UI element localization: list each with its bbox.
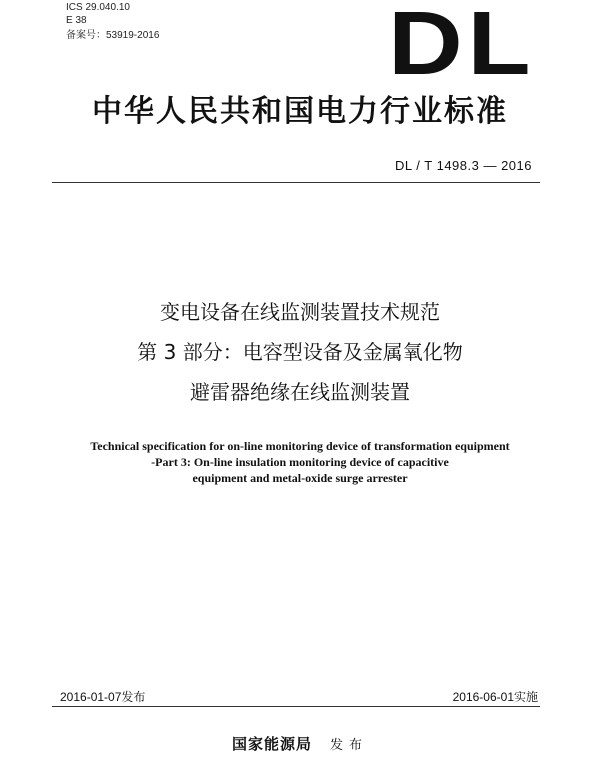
ics-code: ICS 29.040.10 (66, 2, 130, 13)
standard-category-title: 中华人民共和国电力行业标准 (92, 94, 508, 129)
issuer-line (0, 733, 600, 754)
title-cn-line-1: 变电设备在线监测装置技术规范 (160, 300, 440, 324)
title-cn-line-3: 避雷器绝缘在线监测装置 (190, 380, 410, 404)
dl-logo: DL (388, 0, 536, 94)
title-en-line-1: Technical specification for on-line monitoring device of transformation equipment (90, 439, 510, 453)
top-divider (52, 182, 540, 183)
record-number: 备案号：53919-2016 (66, 30, 160, 41)
title-en-line-2: -Part 3: On-line insulation monitoring device of capacitive (151, 455, 449, 469)
standard-number: DL / T 1498.3 — 2016 (395, 158, 532, 173)
issuer-action: 发布 (330, 738, 369, 753)
title-cn-line-2: 第 3 部分：电容型设备及金属氧化物 (137, 340, 463, 364)
issuer-org: 国家能源局 (231, 735, 312, 753)
title-en-line-3: equipment and metal-oxide surge arrester (192, 471, 408, 485)
implementation-date: 2016-06-01实施 (452, 690, 538, 704)
bottom-divider (52, 706, 540, 707)
issue-date: 2016-01-07发布 (60, 690, 146, 704)
classification-code: E 38 (66, 15, 87, 26)
